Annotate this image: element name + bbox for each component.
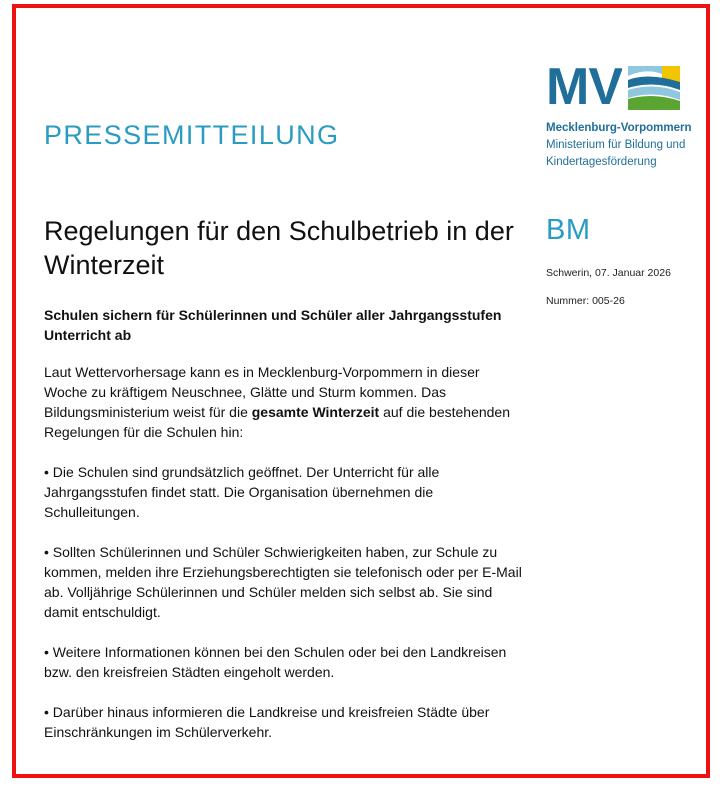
landscape-emblem-icon — [628, 66, 680, 110]
logo-mark-row — [546, 64, 691, 110]
department-abbreviation: BM — [546, 214, 591, 246]
bullet-paragraph: • Sollten Schülerinnen und Schüler Schwierigkeiten haben, zur Schule zu kommen, melden ihre Erziehungsberechtigten sie telefonisch oder per E-Mail ab. Volljährige Schülerinnen und Schüler melden sich selbst ab. Sie sind damit entschuldigt. — [44, 544, 522, 620]
intro-text-end: auf die bestehenden Regelungen für die Schulen hin: — [44, 404, 510, 440]
intro-paragraph — [44, 362, 526, 442]
logo-state-name: Mecklenburg-Vorpommern — [546, 122, 692, 134]
press-release-subtitle: Schulen sichern für Schülerinnen und Schüler aller Jahrgangsstufen Unterricht ab — [44, 307, 502, 343]
bullet-paragraph: • Darüber hinaus informieren die Landkreise und kreisfreien Städte über Einschränkungen im Schülerverkehr. — [44, 704, 490, 740]
press-release-body — [44, 362, 526, 762]
document-frame — [12, 4, 710, 778]
intro-text-start: Laut Wettervorhersage kann es in Mecklenburg-Vorpommern in dieser Woche zu kräftigem Neuschnee, Glätte und Sturm kommen. Das Bildungsministerium weist für die — [44, 364, 480, 420]
bullet-paragraph: • Die Schulen sind grundsätzlich geöffnet. Der Unterricht für alle Jahrgangsstufen findet statt. Die Organisation übernehmen die Schulleitungen. — [44, 464, 440, 520]
bullet-paragraph: • Weitere Informationen können bei den Schulen oder bei den Landkreisen bzw. den kreisfreien Städten eingeholt werden. — [44, 644, 507, 680]
logo-mv-letters: MV — [546, 64, 622, 110]
ministry-logo — [546, 64, 691, 171]
press-release-heading: PRESSEMITTEILUNG — [44, 120, 340, 150]
logo-text — [546, 120, 691, 171]
release-number: Nummer: 005-26 — [546, 295, 625, 307]
intro-emphasis: gesamte Winterzeit — [251, 404, 380, 420]
release-date: Schwerin, 07. Januar 2026 — [546, 267, 671, 279]
logo-ministry-line-1: Ministerium für Bildung und — [546, 139, 686, 151]
press-release-title: Regelungen für den Schulbetrieb in der Winterzeit — [44, 216, 514, 280]
logo-ministry-line-2: Kindertagesförderung — [546, 156, 657, 168]
